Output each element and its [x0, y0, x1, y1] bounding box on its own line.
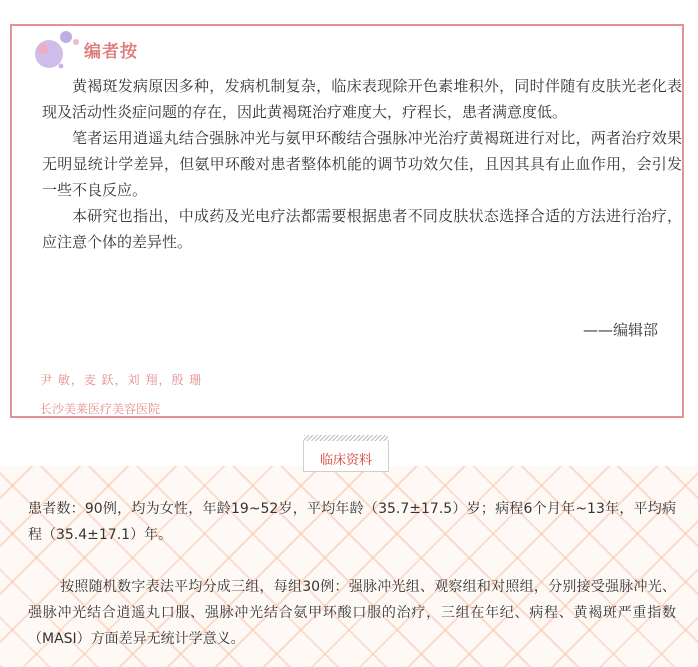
body-paragraph: 按照随机数字表法平均分成三组，每组30例：强脉冲光组、观察组和对照组，分别接受强脉冲光、强脉冲光结合逍遥丸口服、强脉冲光结合氨甲环酸口服的治疗，三组在年纪、病程、黄褐斑严重指数（MASI）方面差异无统计学意义。 — [28, 579, 676, 647]
author-list: 尹 敏，麦 跃，刘 翔，殷 珊 — [40, 373, 203, 387]
editor-note-title: 编者按 — [84, 42, 138, 62]
editor-note-paragraph: 黄褐斑发病原因多种，发病机制复杂，临床表现除开色素堆积外，同时伴随有皮肤光老化表现及活动性炎症问题的存在，因此黄褐斑治疗难度大，疗程长，患者满意度低。 — [42, 77, 682, 121]
section-label-box — [303, 440, 389, 472]
bubbles-icon — [34, 28, 82, 72]
editor-note-body — [42, 73, 682, 255]
hatch-decoration — [304, 435, 388, 441]
editor-note-paragraph: 本研究也指出，中成药及光电疗法都需要根据患者不同皮肤状态选择合适的方法进行治疗，应注意个体的差异性。 — [42, 207, 682, 251]
section-title: 临床资料 — [319, 453, 372, 468]
editor-note-box — [10, 24, 684, 418]
body-paragraph: 患者数：90例，均为女性，年龄19~52岁，平均年龄（35.7±17.5）岁；病程6个月年~13年，平均病程（35.4±17.1）年。 — [28, 501, 676, 543]
editor-note-header — [22, 26, 152, 62]
editor-note-paragraph: 笔者运用逍遥丸结合强脉冲光与氨甲环酸结合强脉冲光治疗黄褐斑进行对比，两者治疗效果无明显统计学差异，但氨甲环酸对患者整体机能的调节功效欠佳，且因其具有止血作用，会引发一些不良反应。 — [42, 129, 682, 199]
institution-name: 长沙美莱医疗美容医院 — [40, 402, 161, 416]
editor-signature: ——编辑部 — [582, 321, 658, 339]
